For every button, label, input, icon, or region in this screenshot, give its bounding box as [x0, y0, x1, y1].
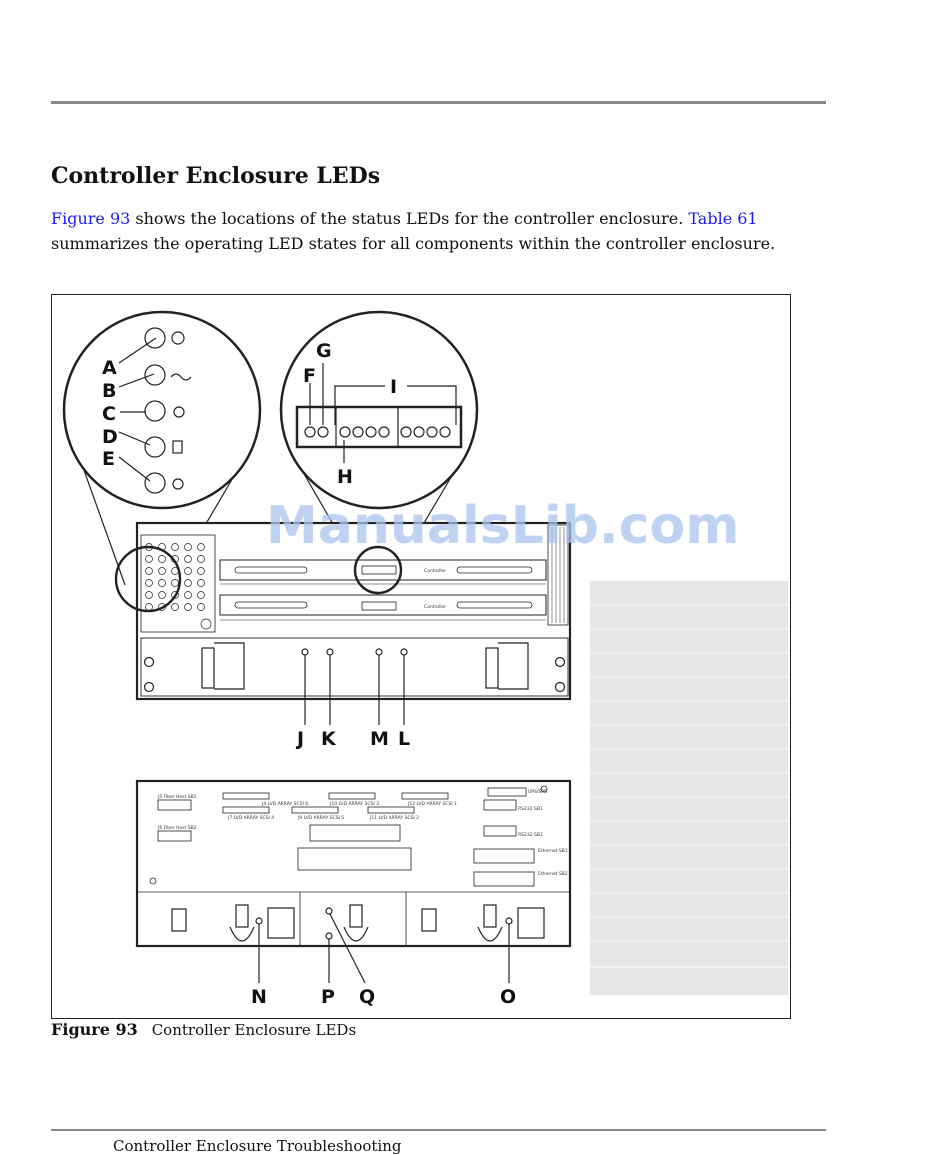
- callout-k: K: [321, 728, 336, 750]
- callout-m: M: [370, 728, 389, 750]
- callout-f: F: [303, 365, 316, 387]
- figure-caption-text: Controller Enclosure LEDs: [151, 1021, 357, 1039]
- callout-p: P: [321, 986, 335, 1008]
- ups-port: UPS/SPS: [528, 790, 547, 795]
- ethernet-port-1: Ethernet SB1: [538, 849, 568, 854]
- callout-l: L: [398, 728, 411, 750]
- host-port-1: J5 Fiber Host SB1: [158, 795, 197, 800]
- enclosure-diagram: [52, 295, 790, 1018]
- zoom-circle-right: [281, 312, 477, 508]
- figure-link[interactable]: Figure 93: [51, 209, 131, 228]
- callout-i: I: [390, 376, 398, 398]
- callout-d: D: [102, 426, 118, 448]
- intro-paragraph: [51, 206, 811, 256]
- intro-text-1: shows the locations of the status LEDs for the controller enclosure.: [130, 209, 689, 228]
- rs232-port-2: RS232 SB2: [518, 833, 543, 838]
- table-link[interactable]: Table 61: [688, 209, 758, 228]
- rear-enclosure: [137, 781, 570, 983]
- gray-side-panel: [590, 581, 788, 995]
- callout-q: Q: [359, 986, 376, 1008]
- footer-text: Controller Enclosure Troubleshooting: [113, 1137, 402, 1155]
- rear-port-1: J4 LVD ARRAY SCSI 6: [262, 802, 309, 807]
- controller-label-1: Controller: [424, 569, 447, 574]
- callout-n: N: [251, 986, 267, 1008]
- ethernet-port-2: Ethernet SB2: [538, 872, 568, 877]
- footer-rule: [51, 1129, 826, 1131]
- callout-e: E: [102, 448, 115, 470]
- watermark: ManualsLib.com: [266, 496, 740, 556]
- callout-c: C: [102, 403, 116, 425]
- zoom-circle-left: [64, 312, 260, 508]
- callout-b: B: [102, 380, 117, 402]
- intro-text-2: summarizes the operating LED states for all components within the controller enclosure.: [51, 234, 776, 253]
- callout-g: G: [316, 340, 332, 362]
- callout-j: J: [297, 728, 305, 750]
- rear-port-4: J7 LVD ARRAY SCSI 4: [228, 816, 275, 821]
- figure-number: Figure 93: [51, 1020, 138, 1039]
- figure-caption: [51, 1020, 356, 1039]
- callout-o: O: [500, 986, 517, 1008]
- rear-port-6: J11 LVD ARRAY SCSI 2: [370, 816, 420, 821]
- rs232-port-1: RS232 SB1: [518, 807, 543, 812]
- rear-port-2: J10 LVD ARRAY SCSI 3: [330, 802, 380, 807]
- header-rule: [51, 101, 826, 104]
- figure-frame: [51, 294, 791, 1019]
- host-port-2: J6 Fiber Host SB2: [158, 826, 197, 831]
- callout-a: A: [102, 357, 117, 379]
- callout-h: H: [337, 466, 353, 488]
- rear-port-5: J9 LVD ARRAY SCSI 5: [298, 816, 345, 821]
- rear-port-3: J12 LVD ARRAY SCSI 1: [408, 802, 458, 807]
- controller-label-2: Controller: [424, 605, 447, 610]
- section-title: Controller Enclosure LEDs: [51, 163, 381, 189]
